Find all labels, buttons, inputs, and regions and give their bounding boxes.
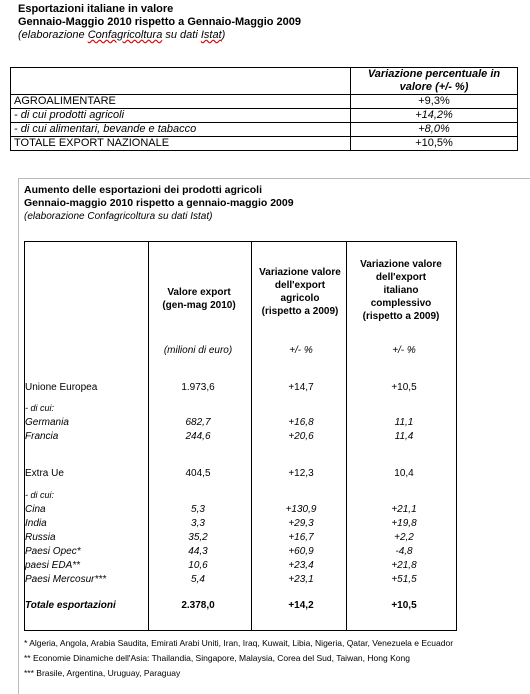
col-header-text: (rispetto a 2009) xyxy=(362,311,440,322)
row-label: Russia xyxy=(25,532,56,543)
source-prefix: (elaborazione xyxy=(18,29,88,41)
source-mid: su dati xyxy=(162,29,201,41)
doc2-title xyxy=(24,184,294,210)
row-value: 10,4 xyxy=(394,468,414,479)
row-value: +23,4 xyxy=(288,560,314,571)
row-label: Paesi Opec* xyxy=(25,546,81,557)
table-row xyxy=(25,560,456,574)
row-value: 1.973,6 xyxy=(181,382,215,393)
row-label: Germania xyxy=(25,417,69,428)
summary-row-value: +10,5% xyxy=(351,137,518,151)
footnote: * Algeria, Angola, Arabia Saudita, Emirati Arabi Uniti, Iran, Iraq, Kuwait, Libia, Nigeria, Qatar, Venezuela e Ecuador xyxy=(24,638,454,648)
summary-row-value: +8,0% xyxy=(351,123,518,137)
summary-row xyxy=(11,95,518,109)
row-value: +10,5 xyxy=(391,600,417,611)
summary-row-label: AGROALIMENTARE xyxy=(11,95,351,109)
embedded-document xyxy=(18,178,530,694)
col-header-valore xyxy=(151,286,247,312)
row-value: +130,9 xyxy=(285,504,317,515)
source-suffix: ) xyxy=(221,29,226,41)
doc2-title-line2: Gennaio-maggio 2010 rispetto a gennaio-maggio 2009 xyxy=(24,197,294,209)
row-value: +16,7 xyxy=(288,532,314,543)
row-label: paesi EDA** xyxy=(25,560,81,571)
row-value: 682,7 xyxy=(185,417,211,428)
row-label: - di cui: xyxy=(25,490,55,500)
summary-row xyxy=(11,123,518,137)
row-value: +21,8 xyxy=(391,560,417,571)
row-label: Totale esportazioni xyxy=(25,600,116,611)
row-value: 3,3 xyxy=(191,518,205,529)
row-value: 11,1 xyxy=(394,417,414,428)
summary-row-label: - di cui alimentari, bevande e tabacco xyxy=(11,123,351,137)
row-value: +19,8 xyxy=(391,518,417,529)
document-header xyxy=(18,3,301,42)
col-header-text: Variazione valore xyxy=(360,259,442,270)
row-label: - di cui: xyxy=(25,403,55,413)
footnote: *** Brasile, Argentina, Uruguay, Paraguay xyxy=(24,668,181,678)
row-label: Francia xyxy=(25,431,59,442)
row-label: Unione Europea xyxy=(25,382,98,393)
table-row xyxy=(25,546,456,560)
col-header-text: complessivo xyxy=(370,298,432,309)
row-value: 5,3 xyxy=(191,504,205,515)
row-value: 5,4 xyxy=(191,574,205,585)
col-header-text: italiano xyxy=(383,285,419,296)
row-label: Extra Ue xyxy=(25,468,64,479)
row-value: +14,7 xyxy=(288,382,314,393)
summary-row xyxy=(11,109,518,123)
summary-row-label: - di cui prodotti agricoli xyxy=(11,109,351,123)
row-value: 2.378,0 xyxy=(181,600,215,611)
row-value: +10,5 xyxy=(391,382,417,393)
row-value: +51,5 xyxy=(391,574,417,585)
row-value: -4,8 xyxy=(395,546,413,557)
source-istat: Istat xyxy=(200,29,222,41)
row-value: 11,4 xyxy=(394,431,414,442)
header-source xyxy=(18,29,301,42)
row-value: +2,2 xyxy=(394,532,414,543)
row-value: +12,3 xyxy=(288,468,314,479)
doc2-source-note: (elaborazione Confagricoltura su dati Istat) xyxy=(24,211,213,222)
summary-row xyxy=(11,137,518,151)
col-header-text: dell'export xyxy=(274,280,326,291)
table-row xyxy=(25,518,456,532)
total-row xyxy=(25,600,456,614)
row-value: +60,9 xyxy=(288,546,314,557)
table-row xyxy=(25,532,456,546)
row-label: India xyxy=(25,518,47,529)
table-row xyxy=(25,504,456,518)
table-row xyxy=(25,431,456,445)
col-header-text: Variazione valore xyxy=(259,267,341,278)
row-value: +23,1 xyxy=(288,574,314,585)
header-period: Gennaio-Maggio 2010 rispetto a Gennaio-Maggio 2009 xyxy=(18,16,302,28)
row-value: 404,5 xyxy=(185,468,211,479)
row-value: +14,2 xyxy=(288,600,314,611)
table-row xyxy=(25,574,456,588)
col-header-line1: Variazione percentuale in xyxy=(367,68,501,80)
row-value: +16,8 xyxy=(288,417,314,428)
units-row xyxy=(25,345,456,359)
header-title: Esportazioni italiane in valore xyxy=(18,3,174,15)
unit-label: +/- % xyxy=(392,345,416,356)
row-label: Paesi Mercosur*** xyxy=(25,574,107,585)
summary-row-value: +9,3% xyxy=(351,95,518,109)
unit-label: (milioni di euro) xyxy=(163,345,233,356)
col-header-line2: valore (+/- %) xyxy=(399,81,469,93)
doc2-title-line1: Aumento delle esportazioni dei prodotti agricoli xyxy=(24,184,263,196)
row-value: 44,3 xyxy=(188,546,208,557)
summary-table xyxy=(10,67,518,151)
col-header-var-complessivo xyxy=(347,258,455,323)
col-header-text: agricolo xyxy=(280,293,320,304)
summary-col-header xyxy=(351,68,518,95)
row-value: +29,3 xyxy=(288,518,314,529)
table-row xyxy=(25,468,456,482)
col-header-text: Valore export xyxy=(167,287,231,298)
row-value: 244,6 xyxy=(185,431,211,442)
summary-header-row xyxy=(11,68,518,95)
row-label: Cina xyxy=(25,504,46,515)
col-header-text: dell'export xyxy=(375,272,427,283)
table-row xyxy=(25,403,456,417)
unit-label: +/- % xyxy=(289,345,313,356)
row-value: +20,6 xyxy=(288,431,314,442)
detail-table xyxy=(24,241,457,631)
table-row xyxy=(25,417,456,431)
row-value: 10,6 xyxy=(188,560,208,571)
summary-row-value: +14,2% xyxy=(351,109,518,123)
table-row xyxy=(25,382,456,396)
table-row xyxy=(25,490,456,504)
col-header-text: (gen-mag 2010) xyxy=(162,300,236,311)
summary-row-label: TOTALE EXPORT NAZIONALE xyxy=(11,137,351,151)
col-header-var-agricolo xyxy=(253,266,347,318)
source-org: Confagricoltura xyxy=(87,29,163,41)
summary-header-empty xyxy=(11,68,351,95)
col-header-text: (rispetto a 2009) xyxy=(261,306,339,317)
row-value: +21,1 xyxy=(391,504,417,515)
row-value: 35,2 xyxy=(188,532,208,543)
footnote: ** Economie Dinamiche dell'Asia: Thailandia, Singapore, Malaysia, Corea del Sud, Taiwan, Hong Kong xyxy=(24,653,410,663)
